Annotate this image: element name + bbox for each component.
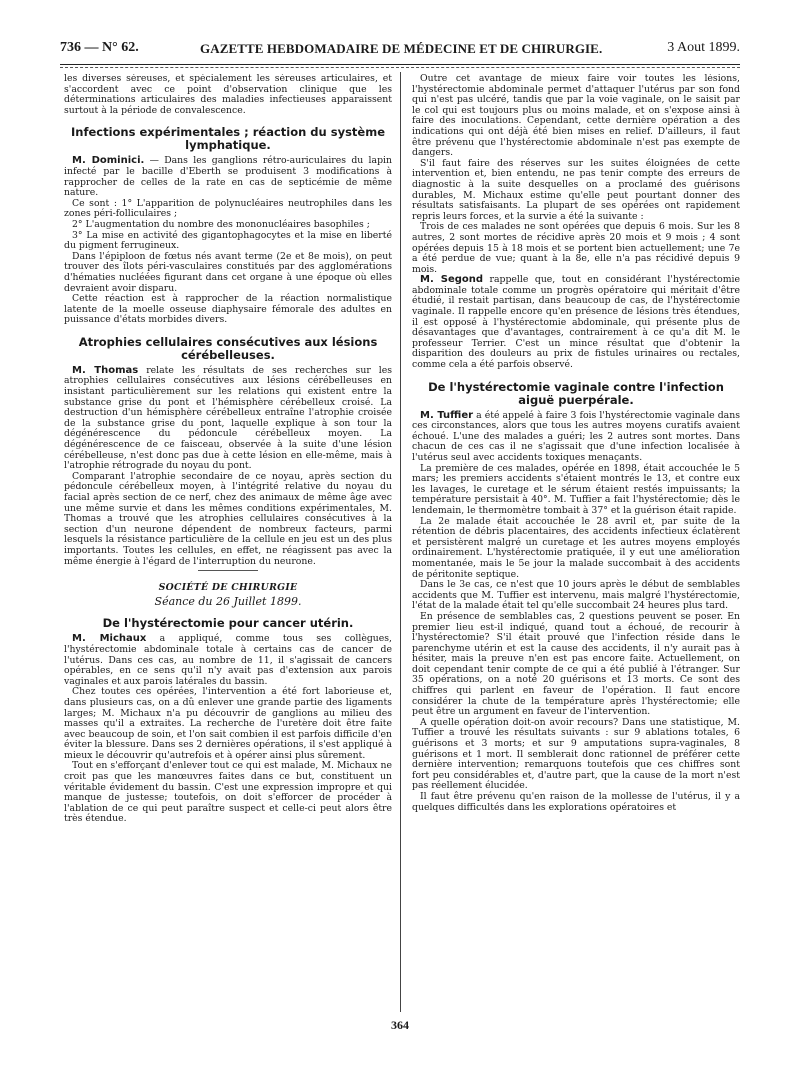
header-rule-dashed [60,67,740,68]
section-title-cancer: De l'hystérectomie pour cancer utérin. [102,616,354,631]
paragraph: S'il faut faire des réserves sur les suites éloignées de cette intervention et, bien entendu, ne pas tenir compte des erreurs de diagnostic à la suite desquelles on a proclamé des guérisons durables, M. Michaux estime qu'elle peut pourtant donner des résultats satisfaisants. La plupart de ses opérées ont rapidement repris leurs forces, et la survie a été la suivante : [412,157,740,222]
section-title-infections: Infections expérimentales ; réaction du système lymphatique. [70,125,385,153]
paragraph: A quelle opération doit-on avoir recours? Dans une statistique, M. Tuffier a trouvé les résultats suivants : sur 9 ablations totales, 6 guérisons et 3 morts; et sur 9 amputations supra-vaginales, 8 guérisons et 1 mort. Il semblerait donc rationnel de préférer cette dernière intervention; remarquons toutefois que ces chiffres sont fort peu considérables et, d'autre part, que la cause de la mort n'est pas réellement élucidée. [412,716,740,792]
paragraph: M. Thomas relate les résultats de ses recherches sur les atrophies cellulaires consécutives aux lésions cérébelleuses en insistant particulièrement sur les relations qui existent entre la substance grise du pont et l'hémisphère cérébelleux croisé. La destruction d'un hémisphère cérébelleux entraîne l'atrophie croisée de la substance grise du pont, laquelle explique à son tour la dégénérescence du pédoncule cérébelleux moyen. La dégénérescence de ce faisceau, observée à la suite d'une lésion cérébelleuse, n'est donc pas due à cette lésion en elle-même, mais à l'atrophie rétrograde du noyau du pont. [64,364,392,472]
session-date: Séance du 26 Juillet 1899. [154,594,302,608]
paragraph: Il faut être prévenu qu'en raison de la mollesse de l'utérus, il y a quelques difficultés dans les explorations opératoires et [412,791,740,813]
paragraph: Chez toutes ces opérées, l'intervention a été fort laborieuse et, dans plusieurs cas, on a dû enlever une grande partie des ligaments larges; M. Michaux n'a pu découvrir de ganglions au milieu des masses qu'il a extraites. La recherche de l'uretère doit être faite avec beaucoup de soin, et l'on sait combien il est parfois difficile d'en éviter la blessure. Dans ses 2 dernières opérations, il s'est appliqué à mieux le découvrir qu'autrefois et à opérer ainsi plus sûrement. [64,686,392,761]
author-name: M. Tuffier [420,409,474,421]
right-column [412,74,740,1014]
section-title-puerperale: De l'hystérectomie vaginale contre l'infection aiguë puerpérale. [428,379,724,407]
page-issue-number: 736 — N° 62. [60,40,139,55]
paragraph: 3° La mise en activité des gigantophagocytes et la mise en liberté du pigment ferrugineux. [64,229,392,252]
author-name: M. Segond [420,274,484,286]
section-title-atrophies: Atrophies cellulaires consécutives aux lésions cérébelleuses. [78,334,378,362]
paragraph: Cette réaction est à rapprocher de la réaction normalistique latente de la moelle osseuse diaphysaire fémorale des adultes en puissance d'états morbides divers. [64,293,392,326]
paragraph: 2° L'augmentation du nombre des mononucléaires basophiles ; [72,218,370,230]
intro-paragraph: les diverses séreuses, et spécialement les séreuses articulaires, et s'accordent avec ce point d'observation clinique que les déterminations articulaires des maladies infectieuses apparaissent surtout à la période de convalescence. [64,74,392,116]
paragraph: Tout en s'efforçant d'enlever tout ce qui est malade, M. Michaux ne croit pas que les manœuvres faites dans ce but, constituent un véritable évidement du bassin. C'est une expression impropre et qui manque de justesse; toutefois, on doit s'efforcer de procéder à l'ablation de ce qui peut paraître suspect et celle-ci peut alors être très étendue. [64,760,392,825]
paragraph: M. Tuffier a été appelé à faire 3 fois l'hystérectomie vaginale dans ces circonstances, alors que tous les autres moyens curatifs avaient échoué. L'une des malades a guéri; les 2 autres sont mortes. Dans chacun de ces cas il ne s'agissait que d'une infection localisée à l'utérus seul avec accidents toxiques menaçants. [412,409,740,463]
paragraph: Outre cet avantage de mieux faire voir toutes les lésions, l'hystérectomie abdominale permet d'attaquer l'utérus par son fond qui n'est pas ulcéré, tandis que par la voie vaginale, on le saisit par le col qui est toujours plus ou moins malade, et on s'expose ainsi à faire des inoculations. Cependant, cette dernière opération a des indications qui ont déjà été bien mises en relief. D'ailleurs, il faut être prévenu que l'hystérectomie abdominale n'est pas exempte de dangers. [412,74,740,159]
column-divider [400,72,401,1012]
issue-date: 3 Aout 1899. [667,40,740,55]
paragraph: M. Segond rappelle que, tout en considérant l'hystérectomie abdominale totale comme un progrès opératoire qui méritait d'être étudié, il restait partisan, dans beaucoup de cas, de l'hystérectomie vaginale. Il rappelle encore qu'en présence de lésions très étendues, il est opposé à l'hystérectomie abdominale, qui présente plus de désavantages que d'avantages, contrairement à ce qu'a dit M. le professeur Terrier. C'est un mince résultat que d'obtenir la disparition des douleurs au prix de fistules urinaires ou rectales, comme cela a été parfois observé. [412,274,740,371]
paragraph: M. Dominici. — Dans les ganglions rétro-auriculaires du lapin infecté par le bacille d'Eberth se produisent 3 modifications à rapprocher de celles de la rate en cas de septicémie de même nature. [64,155,392,199]
page-number: 364 [391,1018,409,1032]
paragraph: Trois de ces malades ne sont opérées que depuis 6 mois. Sur les 8 autres, 2 sont mortes de récidive après 20 mois et 9 mois ; 4 sont opérées depuis 15 à 18 mois et se portent bien actuellement; une 7e a été perdue de vue; quant à la 8e, elle n'a pas récidivé depuis 9 mois. [412,221,740,275]
paragraph: Dans l'épiploon de fœtus nés avant terme (2e et 8e mois), on peut trouver des îlots péri-vasculaires constitués par des agglomérations d'hématies nucléées figurant dans cet organe à une époque où elles devraient avoir disparu. [64,250,392,294]
author-name: M. Thomas [72,364,139,376]
author-name: M. Dominici. [72,155,145,167]
paragraph: Dans le 3e cas, ce n'est que 10 jours après le début de semblables accidents que M. Tuffier est intervenu, mais malgré l'hystérectomie, l'état de la malade était tel qu'elle succombait 24 heures plus tard. [412,579,740,612]
paragraph: En présence de semblables cas, 2 questions peuvent se poser. En premier lieu est-il indiqué, quand tout a échoué, de recourir à l'hystérectomie? S'il était prouvé que l'infection réside dans le parenchyme utérin et est la cause des accidents, il n'y aurait pas à hésiter, mais la preuve n'en est pas encore faite. Actuellement, on doit cependant tenir compte de ce qui a été publié à l'étranger. Sur 35 opérations, on a noté 20 guérisons et 13 morts. Ce sont des chiffres qui parlent en faveur de l'opération. Il faut encore considérer la chute de la température après l'hystérectomie; elle peut être un argument en faveur de l'intervention. [412,610,740,718]
journal-title: GAZETTE HEBDOMADAIRE DE MÉDECINE ET DE CHIRURGIE. [200,41,603,56]
running-header [60,40,740,62]
society-heading: SOCIÉTÉ DE CHIRURGIE [158,582,298,594]
separator-rule [198,570,258,571]
header-rule [60,64,740,65]
paragraph: La 2e malade était accouchée le 28 avril et, par suite de la rétention de débris placentaires, des accidents infectieux éclatèrent et persistèrent malgré un curetage et les autres moyens employés ordinairement. L'hystérectomie pratiquée, il y eut une amélioration momentanée, mais le 5e jour la malade succombait à des accidents de péritonite septique. [412,515,740,580]
author-name: M. Michaux [72,633,147,645]
paragraph: Ce sont : 1° L'apparition de polynucléaires neutrophiles dans les zones péri-folliculaires ; [64,197,392,220]
paragraph: M. Michaux a appliqué, comme tous ses collègues, l'hystérectomie abdominale totale à certains cas de cancer de l'utérus. Dans ces cas, au nombre de 11, il s'agissait de cancers opérables, en ce sens qu'il n'y avait pas d'extension aux parois vaginales et aux parois latérales du bassin. [64,633,392,687]
left-column [64,74,392,1014]
paragraph: Comparant l'atrophie secondaire de ce noyau, après section du pédoncule cérébelleux moyen, à l'intégrité relative du noyau du facial après section de ce nerf, chez des animaux de même âge avec une même survie et dans les mêmes conditions expérimentales, M. Thomas a trouvé que les atrophies cellulaires consécutives à la section d'un neurone dépendent de nombreux facteurs, parmi lesquels la résistance particulière de la cellule en jeu est un des plus importants. Toutes les cellules, en effet, ne réagissent pas avec la même énergie à l'égard de l'interruption du neurone. [64,470,392,567]
paragraph: La première de ces malades, opérée en 1898, était accouchée le 5 mars; les premiers accidents s'étaient montrés le 13, et contre eux les lavages, le curetage et le sérum étaient restés impuissants; la température persistait à 40°. M. Tuffier a fait l'hystérectomie; dès le lendemain, le thermomètre tombait à 37° et la guérison était rapide. [412,462,740,516]
